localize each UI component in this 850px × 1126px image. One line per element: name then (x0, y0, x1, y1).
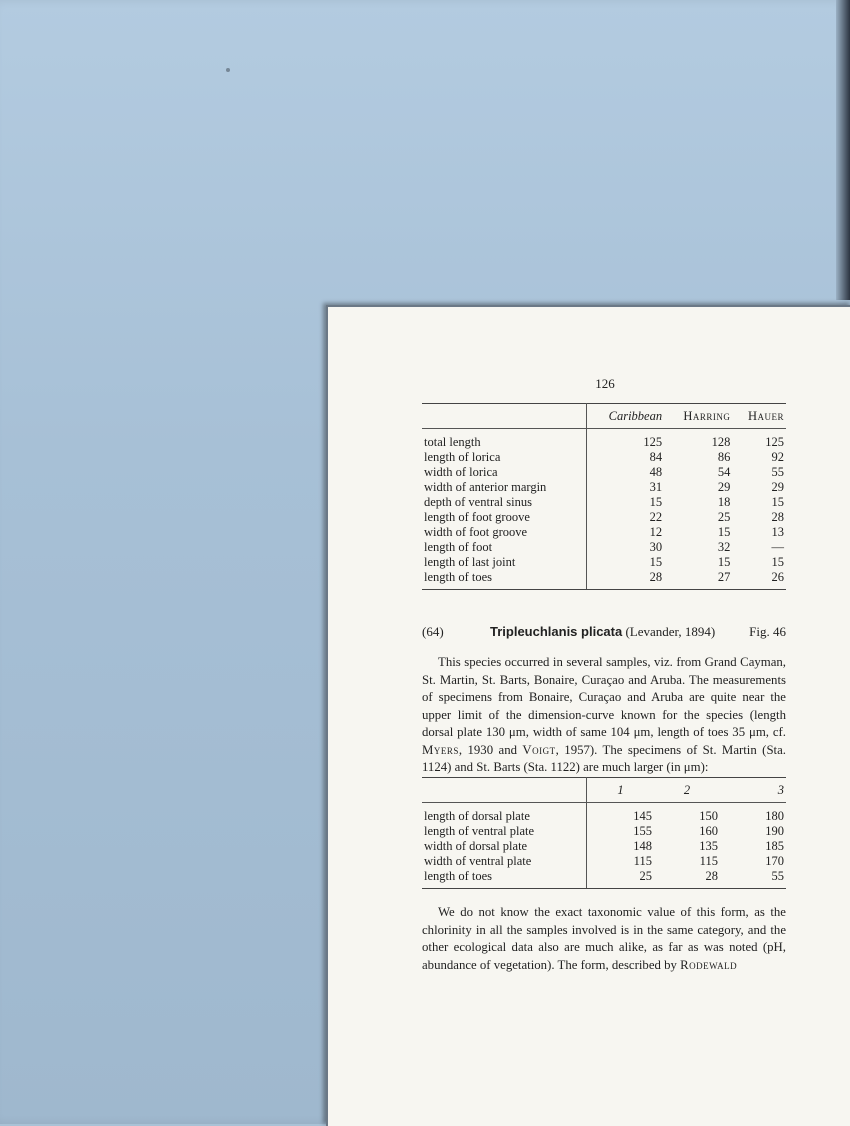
cell-value: 160 (699, 824, 718, 838)
table-row (422, 854, 786, 869)
table-row (422, 450, 786, 465)
cell-value: 115 (699, 854, 718, 868)
paragraph-text: We do not know the exact taxonomic value of this form, as the chlorinity in all the samples involved is in the same category, and the other ecological data also are much alike, as far as was noted (pH, abundance of vegetation). The form, described by (422, 905, 786, 972)
row-label: depth of ventral sinus (422, 495, 587, 510)
paragraph-text: , 1930 and (458, 742, 523, 757)
cell-value: 25 (587, 869, 654, 889)
author-name-rodewald: Rodewald (680, 957, 738, 972)
table-row (422, 525, 786, 540)
cell-value: 25 (717, 510, 731, 524)
body-paragraph-1 (422, 654, 786, 777)
cell-value: 54 (717, 465, 731, 479)
row-label: length of foot groove (422, 510, 587, 525)
row-label: length of last joint (422, 555, 587, 570)
cell-value: 150 (699, 809, 718, 823)
table-header-cell (422, 404, 587, 429)
row-label: width of ventral plate (422, 854, 587, 869)
cell-value: 27 (664, 570, 732, 590)
cell-value: 15 (771, 495, 784, 509)
cell-value: 115 (633, 854, 652, 868)
cell-value: 170 (765, 854, 784, 868)
table-row (422, 540, 786, 555)
row-label: length of toes (422, 869, 587, 889)
table-header-hauer: Hauer (732, 404, 786, 429)
species-title (490, 624, 715, 640)
cell-value: 125 (643, 435, 663, 449)
author-name-voigt: Voigt (522, 742, 556, 757)
cell-value: 55 (720, 869, 786, 889)
table-header-caribbean: Caribbean (587, 404, 665, 429)
table-row (422, 570, 786, 590)
paragraph-text: This species occurred in several samples, viz. from Grand Cayman, St. Martin, St. Barts, Bonaire, Curaçao and Aruba. The measurements of specimens from Bonaire, Curaçao and Aruba are quite near the upper limit of the dimension-curve known for the species (length dorsal plate 130 μm, width of same 104 μm, length of toes 35 μm, cf. (422, 655, 786, 739)
cell-value: 92 (771, 450, 784, 464)
cell-value: 86 (717, 450, 731, 464)
author-name-myers: Myers (422, 742, 459, 757)
cell-value: 135 (699, 839, 718, 853)
table-header-specimen-1: 1 (587, 778, 654, 803)
cell-value: 15 (771, 555, 784, 569)
cell-value: 15 (717, 555, 731, 569)
cell-value: 28 (587, 570, 665, 590)
cell-value: 26 (732, 570, 786, 590)
cell-value: 185 (765, 839, 784, 853)
cell-value: 32 (717, 540, 731, 554)
row-label: width of foot groove (422, 525, 587, 540)
table-row (422, 803, 786, 825)
table-header-harring: Harring (664, 404, 732, 429)
cell-value: 30 (649, 540, 663, 554)
table-row (422, 839, 786, 854)
row-label: width of dorsal plate (422, 839, 587, 854)
dark-edge-strip (836, 0, 850, 300)
cell-value: 15 (649, 495, 663, 509)
paragraph-text: , 1957). The specimens of St. Martin (Sta. 1124) and St. Barts (Sta. 1122) are much larger (in μm): (422, 742, 786, 774)
species-name: Tripleuchlanis plicata (490, 624, 623, 639)
table-row (422, 555, 786, 570)
table-header-row (422, 778, 786, 803)
table-row (422, 869, 786, 889)
cell-value: 13 (771, 525, 784, 539)
table-header-specimen-3: 3 (720, 778, 786, 803)
cell-value: 28 (654, 869, 720, 889)
figure-reference: Fig. 46 (749, 624, 786, 639)
row-label: length of toes (422, 570, 587, 590)
cell-value: 55 (771, 465, 784, 479)
cell-value: 190 (765, 824, 784, 838)
cell-value: 12 (649, 525, 663, 539)
cell-value: — (771, 540, 784, 554)
cell-value: 84 (649, 450, 663, 464)
cell-value: 22 (649, 510, 663, 524)
page-number: 126 (595, 376, 615, 391)
paper-speck (226, 68, 230, 72)
measurement-table-1 (422, 403, 786, 590)
table-row (422, 495, 786, 510)
body-paragraph-2 (422, 904, 786, 974)
table-header-cell (422, 778, 587, 803)
cell-value: 125 (765, 435, 784, 449)
cell-value: 29 (717, 480, 731, 494)
row-label: length of dorsal plate (422, 803, 587, 825)
table-row (422, 510, 786, 525)
table-row (422, 429, 786, 451)
cell-value: 29 (771, 480, 784, 494)
cell-value: 31 (649, 480, 663, 494)
table-row (422, 824, 786, 839)
cell-value: 155 (633, 824, 652, 838)
row-label: total length (422, 429, 587, 451)
row-label: width of lorica (422, 465, 587, 480)
document-page (326, 305, 850, 1126)
cell-value: 28 (771, 510, 784, 524)
measurement-table-2 (422, 777, 786, 889)
row-label: length of lorica (422, 450, 587, 465)
row-label: width of anterior margin (422, 480, 587, 495)
table-row (422, 480, 786, 495)
cell-value: 15 (649, 555, 663, 569)
species-number: (64) (422, 624, 444, 639)
cell-value: 48 (649, 465, 663, 479)
species-authority: (Levander, 1894) (625, 624, 716, 639)
cell-value: 148 (633, 839, 652, 853)
table-row (422, 465, 786, 480)
row-label: length of ventral plate (422, 824, 587, 839)
cell-value: 145 (633, 809, 652, 823)
cell-value: 18 (717, 495, 731, 509)
cell-value: 15 (717, 525, 731, 539)
table-header-specimen-2: 2 (654, 778, 720, 803)
cell-value: 128 (711, 435, 731, 449)
row-label: length of foot (422, 540, 587, 555)
table-header-row (422, 404, 786, 429)
cell-value: 180 (765, 809, 784, 823)
